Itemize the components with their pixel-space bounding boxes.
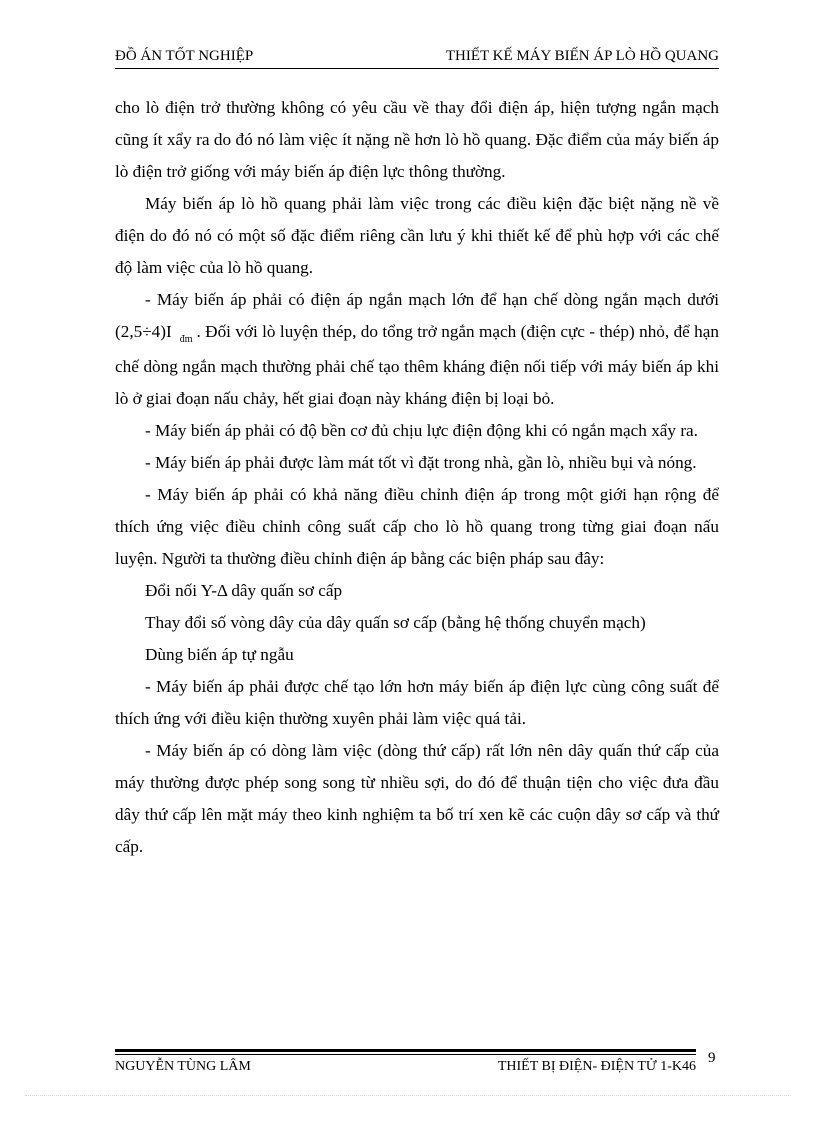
method-item: Thay đổi số vòng dây của dây quấn sơ cấp (bằng hệ thống chuyển mạch) — [145, 613, 646, 632]
document-body — [115, 92, 719, 863]
paragraph-secondary-winding: - Máy biến áp có dòng làm việc (dòng thứ cấp) rất lớn nên dây quấn thứ cấp của máy thường được phép song song từ nhiều sợi, do đó để thuận tiện cho việc đưa đầu dây thứ cấp lên mặt máy theo kinh nghiệm ta bố trí xen kẽ các cuộn dây sơ cấp và thứ cấp. — [115, 741, 719, 856]
footer-rule-thick — [115, 1049, 696, 1052]
header-title-left: ĐỒ ÁN TỐT NGHIỆP — [115, 48, 254, 64]
paragraph-mechanical-strength: - Máy biến áp phải có độ bền cơ đủ chịu lực điện động khi có ngắn mạch xẩy ra. — [145, 421, 698, 440]
short-circuit-text: . Đối với lò luyện thép, do tổng trở ngắn mạch (điện cực - thép) nhỏ, để hạn chế dòng ngắn mạch thường phải chế tạo thêm kháng điện nối tiếp với máy biến áp khi lò ở giai đoạn nấu chảy, hết giai đoạn này kháng điện bị loại bỏ. — [115, 322, 719, 408]
rated-current-subscript: đm — [179, 334, 193, 345]
footer-rule-thin — [115, 1054, 696, 1055]
footer-department: THIẾT BỊ ĐIỆN- ĐIỆN TỬ 1-K46 — [497, 1059, 696, 1074]
page-header — [115, 48, 719, 68]
paragraph-continuation: cho lò điện trở thường không có yêu cầu về thay đổi điện áp, hiện tượng ngắn mạch cũng ít xẩy ra do đó nó làm việc ít nặng nề hơn lò hồ quang. Đặc điểm của máy biến áp lò điện trở giống với máy biến áp điện lực thông thường. — [115, 98, 719, 181]
page-footer — [115, 1059, 696, 1079]
paragraph-intro: Máy biến áp lò hồ quang phải làm việc trong các điều kiện đặc biệt nặng nề về điện do đó nó có một số đặc điểm riêng cần lưu ý khi thiết kế để phù hợp với các chế độ làm việc của lò hồ quang. — [115, 194, 719, 277]
page-number: 9 — [708, 1050, 716, 1066]
rated-current-text: - Máy biến áp phải có điện áp ngắn mạch lớn để hạn chế dòng ngắn mạch dưới (2,5÷4)I — [115, 290, 719, 341]
method-item: Đổi nối Y-Δ dây quấn sơ cấp — [145, 581, 343, 600]
footer-author: NGUYỄN TÙNG LÂM — [115, 1059, 251, 1074]
paragraph-short-circuit-voltage — [115, 284, 719, 415]
method-item: Dùng biến áp tự ngẫu — [145, 645, 294, 664]
header-rule — [115, 68, 719, 69]
paragraph-voltage-regulation: - Máy biến áp phải có khả năng điều chỉnh điện áp trong một giới hạn rộng để thích ứng việc điều chỉnh công suất cấp cho lò hồ quang trong từng giai đoạn nấu luyện. Người ta thường điều chỉnh điện áp bằng các biện pháp sau đây: — [115, 485, 719, 568]
header-title-right: THIẾT KẾ MÁY BIẾN ÁP LÒ HỒ QUANG — [445, 48, 719, 64]
paragraph-overload: - Máy biến áp phải được chế tạo lớn hơn máy biến áp điện lực cùng công suất để thích ứng với điều kiện thường xuyên phải làm việc quá tải. — [115, 677, 719, 728]
paragraph-cooling: - Máy biến áp phải được làm mát tốt vì đặt trong nhà, gần lò, nhiều bụi và nóng. — [145, 453, 697, 472]
page-bottom-border — [25, 1095, 791, 1096]
